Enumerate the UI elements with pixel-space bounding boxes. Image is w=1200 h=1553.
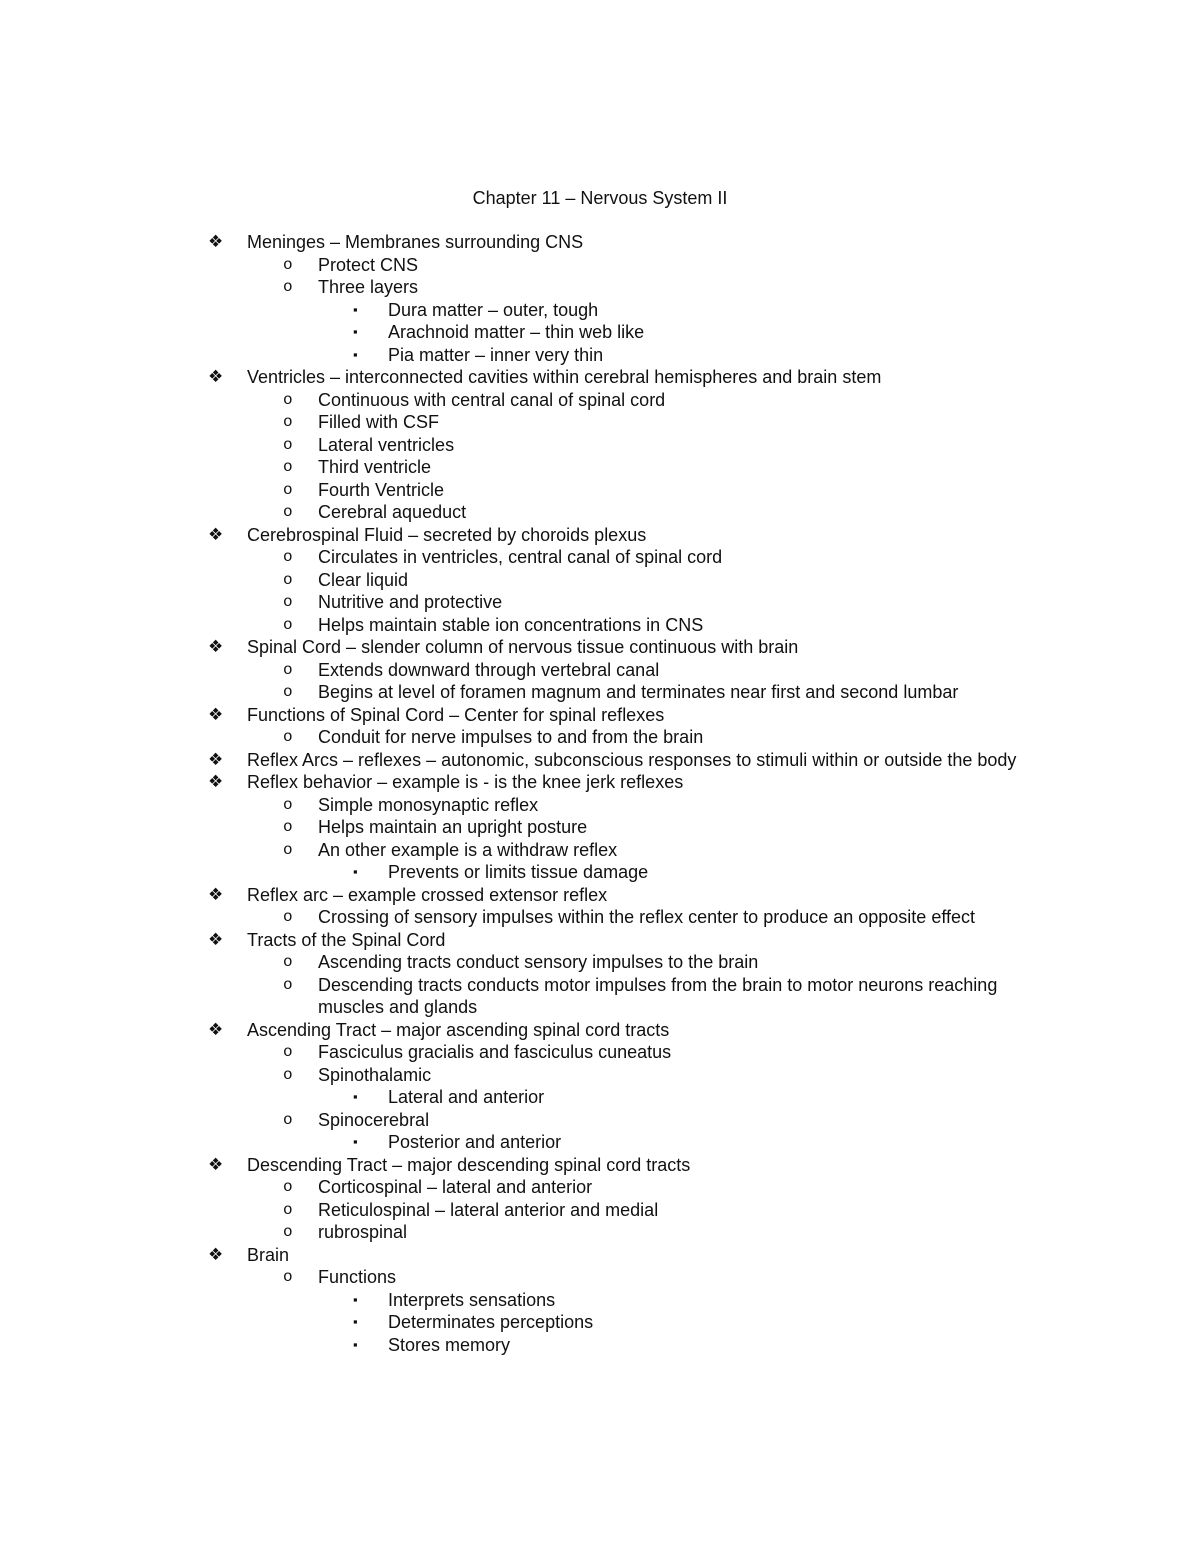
outline-item-level2	[0, 591, 1200, 614]
bullet-level1-icon: ❖	[208, 749, 224, 770]
outline-item-text: Spinocerebral	[318, 1109, 430, 1130]
outline-item-level1	[0, 636, 1200, 659]
bullet-level2-icon: o	[283, 1178, 293, 1196]
outline-item-text: Third ventricle	[318, 457, 432, 477]
bullet-level1-icon: ❖	[208, 367, 224, 387]
outline-item-level2	[0, 276, 1200, 299]
outline-item-text: Lateral and anterior	[388, 1087, 545, 1107]
outline-item-level2	[0, 479, 1200, 502]
bullet-level1-icon: ❖	[208, 884, 224, 905]
outline-item-level2	[0, 389, 1200, 412]
outline-item-text: Descending tracts conducts motor impulses from the brain to motor neurons reaching muscles and glands	[318, 974, 998, 1017]
outline-item-text: Crossing of sensory impulses within the reflex center to produce an opposite effect	[318, 907, 976, 927]
outline-item-level1	[0, 884, 1200, 907]
outline-item-text: Continuous with central canal of spinal cord	[318, 389, 666, 410]
bullet-level1-icon: ❖	[208, 929, 224, 950]
bullet-level2-icon: o	[283, 953, 293, 971]
bullet-level1-icon: ❖	[208, 1019, 224, 1040]
bullet-level1-icon: ❖	[208, 524, 224, 545]
bullet-level3-icon: ▪	[353, 346, 358, 362]
bullet-level2-icon: o	[283, 1223, 293, 1241]
outline-item-text: Descending Tract – major descending spinal cord tracts	[247, 1154, 691, 1175]
outline-item-level2	[0, 816, 1200, 839]
outline-item-level3	[0, 1289, 1200, 1312]
outline-item-level3	[0, 299, 1200, 322]
outline-item-text: Interprets sensations	[388, 1289, 556, 1310]
bullet-level2-icon: o	[283, 593, 293, 611]
outline-item-text: Posterior and anterior	[388, 1132, 562, 1152]
bullet-level3-icon: ▪	[353, 864, 358, 879]
bullet-level1-icon: ❖	[208, 1154, 224, 1175]
outline-item-level3	[0, 1131, 1200, 1154]
outline-item-level2	[0, 501, 1200, 524]
outline-item-text: Functions	[318, 1267, 397, 1287]
outline-item-text: Conduit for nerve impulses to and from the brain	[318, 727, 704, 747]
outline-item-level2	[0, 659, 1200, 682]
outline-item-text: Nutritive and protective	[318, 592, 503, 612]
outline-item-level2	[0, 411, 1200, 434]
outline-item-level2	[0, 726, 1200, 749]
bullet-level2-icon: o	[283, 458, 293, 476]
bullet-level2-icon: o	[283, 728, 293, 746]
outline-item-text: Tracts of the Spinal Cord	[247, 929, 446, 950]
outline-item-text: Fasciculus gracialis and fasciculus cuneatus	[318, 1042, 672, 1062]
outline-item-level2	[0, 906, 1200, 929]
bullet-level2-icon: o	[283, 1043, 293, 1061]
bullet-level3-icon: ▪	[353, 1314, 358, 1329]
bullet-level2-icon: o	[283, 1110, 293, 1129]
outline-item-text: Functions of Spinal Cord – Center for spinal reflexes	[247, 704, 665, 725]
outline-item-level1	[0, 524, 1200, 547]
outline-item-level2	[0, 434, 1200, 457]
outline-item-level2	[0, 794, 1200, 817]
bullet-level1-icon: ❖	[208, 704, 224, 725]
page-title: Chapter 11 – Nervous System II	[472, 188, 728, 208]
outline-item-level3	[0, 1086, 1200, 1109]
outline-item-text: Protect CNS	[318, 254, 419, 275]
bullet-level1-icon: ❖	[208, 637, 224, 657]
outline-item-text: Cerebral aqueduct	[318, 502, 467, 522]
outline-item-text: Cerebrospinal Fluid – secreted by choroids plexus	[247, 524, 647, 545]
outline-item-level1	[0, 1154, 1200, 1177]
bullet-level2-icon: o	[283, 1065, 293, 1084]
bullet-level3-icon: ▪	[353, 1336, 358, 1352]
outline-item-level1	[0, 366, 1200, 389]
outline-item-level2	[0, 951, 1200, 974]
outline-item-text: Spinal Cord – slender column of nervous tissue continuous with brain	[247, 637, 799, 657]
outline-item-level2	[0, 546, 1200, 569]
bullet-level2-icon: o	[283, 390, 293, 409]
outline-item-text: Circulates in ventricles, central canal of spinal cord	[318, 547, 723, 567]
outline-item-text: Arachnoid matter – thin web like	[388, 322, 645, 342]
bullet-level3-icon: ▪	[353, 324, 358, 339]
outline-item-level2	[0, 839, 1200, 862]
outline-item-text: Filled with CSF	[318, 412, 440, 432]
outline-item-text: rubrospinal	[318, 1222, 408, 1242]
bullet-level2-icon: o	[283, 255, 293, 274]
outline-item-level3	[0, 1334, 1200, 1357]
outline-item-text: Helps maintain stable ion concentrations in CNS	[318, 614, 704, 635]
outline-item-text: Ascending Tract – major ascending spinal cord tracts	[247, 1019, 670, 1040]
bullet-level2-icon: o	[283, 795, 293, 814]
outline-item-level1	[0, 929, 1200, 952]
outline-item-level2	[0, 681, 1200, 704]
bullet-level2-icon: o	[283, 818, 293, 836]
bullet-level2-icon: o	[283, 1268, 293, 1286]
outline-item-level2	[0, 974, 1200, 1019]
outline-item-level2	[0, 1064, 1200, 1087]
outline-item-text: Ventricles – interconnected cavities within cerebral hemispheres and brain stem	[247, 367, 882, 387]
bullet-level2-icon: o	[283, 570, 293, 589]
outline-item-level2	[0, 1266, 1200, 1289]
outline-item-level2	[0, 1109, 1200, 1132]
outline-item-text: Reflex Arcs – reflexes – autonomic, subconscious responses to stimuli within or outside the body	[247, 749, 1017, 770]
outline-item-text: Lateral ventricles	[318, 434, 455, 455]
outline-item-text: Stores memory	[388, 1334, 511, 1355]
bullet-level2-icon: o	[283, 660, 293, 679]
outline-item-text: Fourth Ventricle	[318, 479, 445, 500]
outline-item-level1	[0, 1019, 1200, 1042]
outline-item-text: Reflex arc – example crossed extensor reflex	[247, 884, 608, 905]
outline-item-text: Pia matter – inner very thin	[388, 344, 604, 365]
outline-item-text: An other example is a withdraw reflex	[318, 839, 618, 860]
bullet-level3-icon: ▪	[353, 301, 358, 317]
bullet-level2-icon: o	[283, 548, 293, 566]
outline-item-level2	[0, 1041, 1200, 1064]
outline-item-text: Spinothalamic	[318, 1064, 432, 1085]
bullet-level2-icon: o	[283, 908, 293, 926]
outline-item-level3	[0, 1311, 1200, 1334]
bullet-level1-icon: ❖	[208, 1244, 224, 1265]
bullet-level3-icon: ▪	[353, 1089, 358, 1104]
outline-item-level1	[0, 749, 1200, 772]
outline-item-level2	[0, 614, 1200, 637]
outline-item-text: Brain	[247, 1244, 290, 1265]
outline-item-text: Begins at level of foramen magnum and terminates near first and second lumbar	[318, 682, 959, 702]
outline-item-level2	[0, 1176, 1200, 1199]
outline-item-level3	[0, 344, 1200, 367]
outline-item-level1	[0, 771, 1200, 794]
bullet-level2-icon: o	[283, 435, 293, 454]
bullet-level2-icon: o	[283, 413, 293, 431]
outline-list	[0, 231, 1200, 1356]
outline-item-text: Clear liquid	[318, 569, 409, 590]
outline-item-level1	[0, 1244, 1200, 1267]
outline-item-text: Ascending tracts conduct sensory impulses to the brain	[318, 952, 759, 972]
bullet-level2-icon: o	[283, 503, 293, 521]
outline-item-level1	[0, 231, 1200, 254]
outline-item-text: Meninges – Membranes surrounding CNS	[247, 232, 584, 252]
outline-item-text: Determinates perceptions	[388, 1312, 594, 1332]
outline-item-level2	[0, 456, 1200, 479]
outline-item-text: Helps maintain an upright posture	[318, 817, 588, 837]
outline-item-text: Corticospinal – lateral and anterior	[318, 1177, 593, 1197]
outline-item-level2	[0, 1199, 1200, 1222]
bullet-level2-icon: o	[283, 975, 293, 994]
outline-item-level1	[0, 704, 1200, 727]
bullet-level1-icon: ❖	[208, 232, 224, 252]
outline-item-text: Three layers	[318, 277, 419, 297]
outline-item-level2	[0, 569, 1200, 592]
outline-item-text: Dura matter – outer, tough	[388, 299, 599, 320]
outline-item-level2	[0, 254, 1200, 277]
bullet-level2-icon: o	[283, 1200, 293, 1219]
outline-item-level3	[0, 861, 1200, 884]
outline-item-text: Extends downward through vertebral canal	[318, 659, 660, 680]
outline-item-text: Reticulospinal – lateral anterior and medial	[318, 1199, 659, 1220]
bullet-level3-icon: ▪	[353, 1134, 358, 1149]
bullet-level1-icon: ❖	[208, 772, 224, 792]
bullet-level3-icon: ▪	[353, 1291, 358, 1307]
outline-item-level3	[0, 321, 1200, 344]
bullet-level2-icon: o	[283, 683, 293, 701]
bullet-level2-icon: o	[283, 480, 293, 499]
outline-item-text: Simple monosynaptic reflex	[318, 794, 539, 815]
bullet-level2-icon: o	[283, 615, 293, 634]
bullet-level2-icon: o	[283, 840, 293, 859]
outline-item-text: Reflex behavior – example is - is the knee jerk reflexes	[247, 772, 684, 792]
bullet-level2-icon: o	[283, 278, 293, 296]
outline-item-level2	[0, 1221, 1200, 1244]
outline-item-text: Prevents or limits tissue damage	[388, 862, 649, 882]
